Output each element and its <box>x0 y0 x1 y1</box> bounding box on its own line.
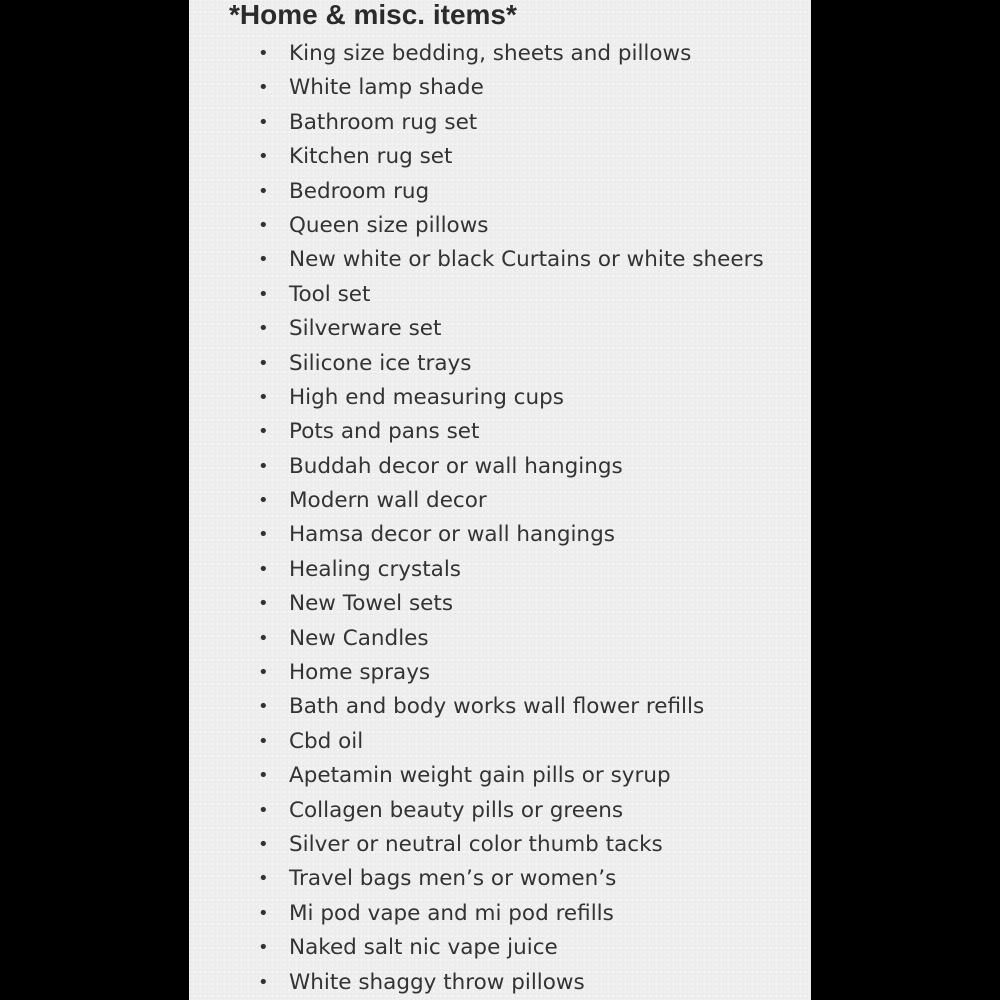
bullet-icon: • <box>258 283 269 305</box>
bullet-icon: • <box>258 902 269 924</box>
bullet-icon: • <box>258 593 269 615</box>
bullet-icon: • <box>258 421 269 443</box>
bullet-icon: • <box>258 77 269 99</box>
list-item-label: White shaggy throw pillows <box>289 969 585 995</box>
list-item-label: Naked salt nic vape juice <box>289 935 558 961</box>
bullet-icon: • <box>258 833 269 855</box>
list-item-label: Bathroom rug set <box>289 109 478 135</box>
bullet-icon: • <box>258 490 269 512</box>
bullet-icon: • <box>258 868 269 890</box>
list-item-label: Collagen beauty pills or greens <box>289 797 624 823</box>
list-item-label: Silverware set <box>289 316 442 342</box>
bullet-icon: • <box>258 696 269 718</box>
bullet-icon: • <box>258 386 269 408</box>
bullet-icon: • <box>258 971 269 993</box>
bullet-icon: • <box>258 352 269 374</box>
list-item-label: High end measuring cups <box>289 384 564 410</box>
list-item-label: Hamsa decor or wall hangings <box>289 522 615 548</box>
bullet-icon: • <box>258 765 269 787</box>
list-item-label: Pots and pans set <box>289 419 480 445</box>
list-item-label: Buddah decor or wall hangings <box>289 453 623 479</box>
list-item-label: White lamp shade <box>289 75 484 101</box>
bullet-icon: • <box>258 558 269 580</box>
list-item-label: Bath and body works wall flower refills <box>289 694 705 720</box>
bullet-icon: • <box>258 111 269 133</box>
bullet-icon: • <box>258 455 269 477</box>
bullet-icon: • <box>258 937 269 959</box>
bullet-icon: • <box>258 146 269 168</box>
list-item-label: Travel bags men’s or women’s <box>289 866 617 892</box>
bullet-icon: • <box>258 627 269 649</box>
list-item-label: Home sprays <box>289 660 431 686</box>
list-item-label: Healing crystals <box>289 556 461 582</box>
list-item-label: New Towel sets <box>289 591 454 617</box>
list-item-label: Silver or neutral color thumb tacks <box>289 831 663 857</box>
list-title: *Home & misc. items* <box>229 0 517 30</box>
list-item-label: New white or black Curtains or white sheers <box>289 247 764 273</box>
bullet-icon: • <box>258 180 269 202</box>
list-item-label: Queen size pillows <box>289 212 489 238</box>
bullet-icon: • <box>258 318 269 340</box>
list-item-label: Apetamin weight gain pills or syrup <box>289 763 671 789</box>
list-item-label: Tool set <box>289 281 371 307</box>
bullet-icon: • <box>258 524 269 546</box>
list-item-label: Mi pod vape and mi pod refills <box>289 900 614 926</box>
note-page <box>189 0 811 1000</box>
bullet-icon: • <box>258 249 269 271</box>
list-item-label: Cbd oil <box>289 728 364 754</box>
list-item-label: Modern wall decor <box>289 488 487 514</box>
list-item-label: Kitchen rug set <box>289 144 453 170</box>
bullet-icon: • <box>258 662 269 684</box>
list-item-label: Silicone ice trays <box>289 350 472 376</box>
bullet-icon: • <box>258 730 269 752</box>
list-item-label: King size bedding, sheets and pillows <box>289 41 692 66</box>
list-item-label: Bedroom rug <box>289 178 430 204</box>
list-item-label: New Candles <box>289 625 429 651</box>
bullet-icon: • <box>258 799 269 821</box>
bullet-icon: • <box>258 214 269 236</box>
bullet-icon: • <box>258 43 269 64</box>
